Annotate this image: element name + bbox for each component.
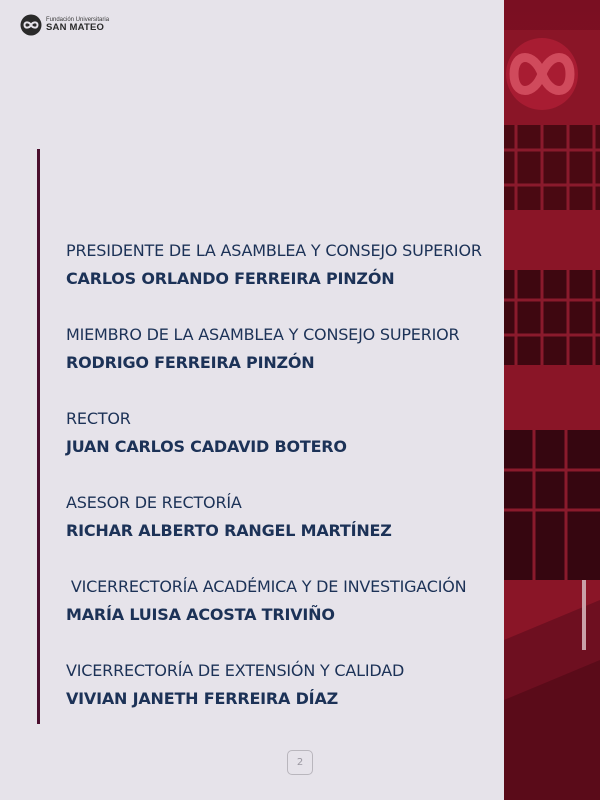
- role-person-name: CARLOS ORLANDO FERREIRA PINZÓN: [66, 269, 395, 288]
- role-title: ASESOR DE RECTORÍA: [66, 493, 242, 512]
- role-entry: [66, 576, 496, 660]
- logo-subtitle: Fundación Universitaria: [46, 17, 110, 24]
- page-number: 2: [287, 750, 313, 775]
- accent-line: [37, 149, 40, 724]
- logo-title: SAN MATEO: [46, 22, 105, 34]
- role-entry: [66, 240, 496, 324]
- role-title: VICERRECTORÍA ACADÉMICA Y DE INVESTIGACIÓN: [66, 577, 467, 596]
- institution-logo: [20, 14, 109, 36]
- role-entry: [66, 492, 496, 576]
- building-photo-graphic: [504, 0, 600, 800]
- role-title: RECTOR: [66, 409, 131, 428]
- role-entry: [66, 408, 496, 492]
- role-entry: [66, 660, 496, 744]
- role-person-name: RODRIGO FERREIRA PINZÓN: [66, 353, 315, 372]
- building-photo: [504, 0, 600, 800]
- role-person-name: RICHAR ALBERTO RANGEL MARTÍNEZ: [66, 521, 392, 540]
- role-person-name: VIVIAN JANETH FERREIRA DÍAZ: [66, 689, 339, 708]
- role-entry: [66, 324, 496, 408]
- role-person-name: JUAN CARLOS CADAVID BOTERO: [66, 437, 347, 456]
- roles-list: [66, 240, 496, 744]
- role-person-name: MARÍA LUISA ACOSTA TRIVIÑO: [66, 605, 335, 624]
- role-title: PRESIDENTE DE LA ASAMBLEA Y CONSEJO SUPERIOR: [66, 241, 482, 260]
- infinity-logo-icon: [20, 14, 42, 36]
- role-title: MIEMBRO DE LA ASAMBLEA Y CONSEJO SUPERIOR: [66, 325, 460, 344]
- role-title: VICERRECTORÍA DE EXTENSIÓN Y CALIDAD: [66, 661, 405, 680]
